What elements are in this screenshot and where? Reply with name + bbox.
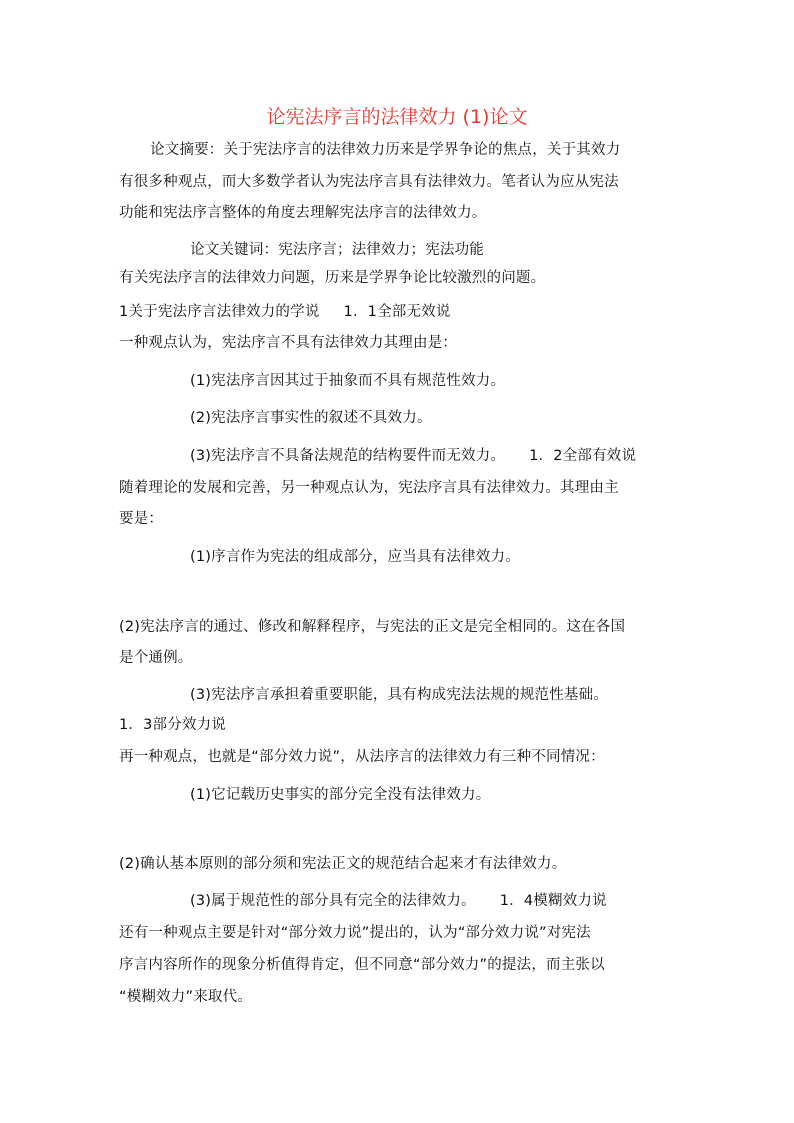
- subsection-1-1-heading: 1．1全部无效说: [343, 304, 451, 320]
- view-1-reason-3-line: [190, 446, 636, 466]
- view-3-case-1: (1)它记载历史事实的部分完全没有法律效力。: [190, 787, 491, 803]
- abstract-line-1: 论文摘要：关于宪法序言的法律效力历来是学界争论的焦点，关于其效力: [150, 142, 621, 158]
- abstract-line-2: 有很多种观点，而大多数学者认为宪法序言具有法律效力。笔者认为应从宪法: [119, 174, 619, 190]
- view-4-line-1: 还有一种观点主要是针对“部分效力说”提出的，认为“部分效力说”对宪法: [119, 925, 591, 941]
- keywords-line: 论文关键词：宪法序言；法律效力；宪法功能: [190, 242, 484, 258]
- view-3-case-2: (2)确认基本原则的部分须和宪法正文的规范结合起来才有法律效力。: [119, 856, 567, 872]
- section-1-heading-line: [119, 302, 451, 322]
- view-3-case-3-line: [190, 891, 607, 911]
- subsection-1-4-heading: 1．4模糊效力说: [499, 893, 607, 909]
- view-4-line-2: 序言内容所作的现象分析值得肯定，但不同意“部分效力”的提法，而主张以: [119, 957, 605, 973]
- subsection-1-3-heading: 1．3部分效力说: [119, 717, 227, 733]
- section-1-heading: 1关于宪法序言法律效力的学说: [119, 304, 320, 320]
- view-1-reason-3: (3)宪法序言不具备法规范的结构要件而无效力。: [190, 448, 506, 464]
- view-3-case-3: (3)属于规范性的部分具有完全的法律效力。: [190, 893, 476, 909]
- view-1-reason-1: (1)宪法序言因其过于抽象而不具有规范性效力。: [190, 373, 506, 389]
- intro-line: 有关宪法序言的法律效力问题，历来是学界争论比较激烈的问题。: [119, 270, 546, 286]
- view-1-intro: 一种观点认为，宪法序言不具有法律效力其理由是：: [119, 335, 458, 351]
- view-2-reason-1: (1)序言作为宪法的组成部分，应当具有法律效力。: [190, 549, 520, 565]
- view-2-reason-2b: 是个通例。: [119, 650, 193, 666]
- view-2-reason-3: (3)宪法序言承担着重要职能，具有构成宪法法规的规范性基础。: [190, 687, 609, 703]
- document-title: 论宪法序言的法律效力 (1)论文: [266, 106, 528, 128]
- view-2-reason-2a: (2)宪法序言的通过、修改和解释程序，与宪法的正文是完全相同的。这在各国: [119, 619, 626, 635]
- view-2-intro-2: 要是：: [119, 511, 164, 527]
- view-2-intro-1: 随着理论的发展和完善，另一种观点认为，宪法序言具有法律效力。其理由主: [119, 480, 619, 496]
- view-3-intro: 再一种观点，也就是“部分效力说”，从法序言的法律效力有三种不同情况：: [119, 749, 605, 765]
- abstract-line-3: 功能和宪法序言整体的角度去理解宪法序言的法律效力。: [119, 205, 487, 221]
- view-4-line-3: “模糊效力”来取代。: [119, 989, 253, 1005]
- view-1-reason-2: (2)宪法序言事实性的叙述不具效力。: [190, 410, 432, 426]
- subsection-1-2-heading: 1．2全部有效说: [529, 448, 637, 464]
